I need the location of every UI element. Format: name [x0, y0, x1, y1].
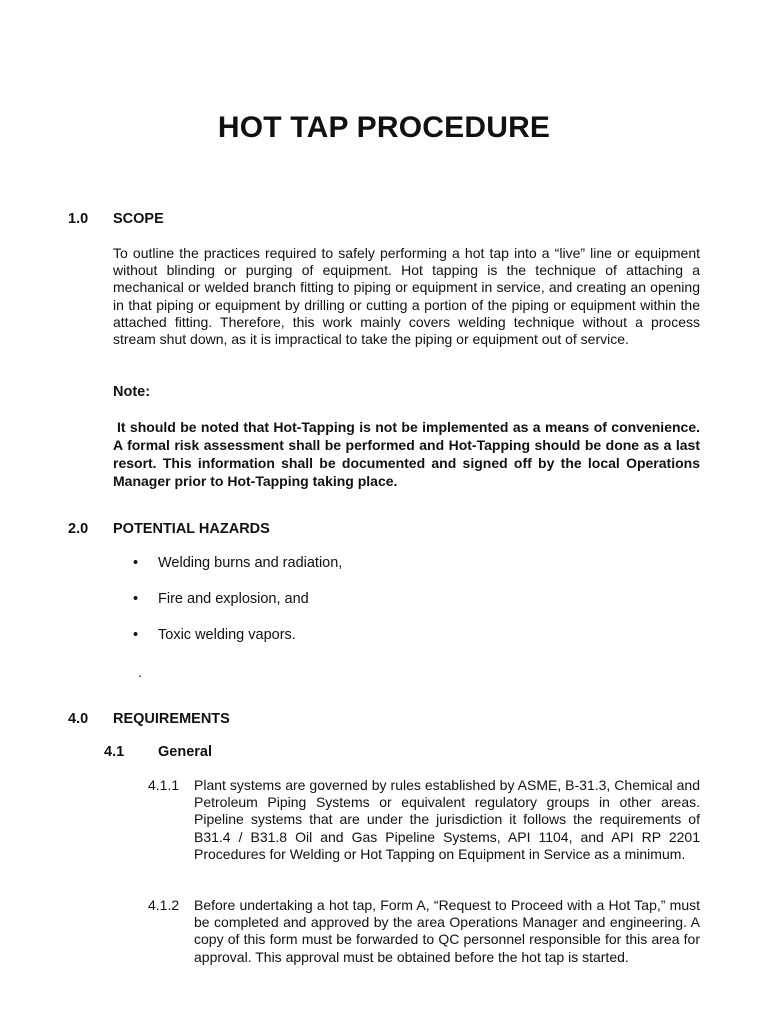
scope-paragraph: To outline the practices required to safely performing a hot tap into a “live” line or equipment without blinding or purging of equipment. Hot tapping is the technique of attaching a mechanical or welded branch fitting to piping or equipment in service, and creating an opening in that piping or equipment by drilling or cutting a portion of the piping or equipment within the attached fitting. Therefore, this work mainly covers welding technique without a process stream shut down, as it is impractical to take the piping or equipment out of service. [113, 245, 700, 348]
section-number-requirements: 4.0 [68, 711, 89, 727]
item-text: Before undertaking a hot tap, Form A, “Request to Proceed with a Hot Tap,” must be completed and approved by the area Operations Manager and engineering. A copy of this form must be forwarded to QC personnel responsible for this area for approval. This approval must be obtained before the hot tap is started. [194, 897, 700, 965]
section-number-scope: 1.0 [68, 211, 89, 227]
page-title: HOT TAP PROCEDURE [217, 111, 551, 144]
section-title-requirements: REQUIREMENTS [113, 711, 230, 727]
hazard-item: Fire and explosion, and [158, 591, 309, 607]
hazard-item: Toxic welding vapors. [158, 627, 296, 643]
bullet-marker: • [133, 555, 139, 571]
item-number: 4.1.1 [148, 777, 180, 793]
item-number: 4.1.2 [148, 897, 180, 913]
section-title-scope: SCOPE [113, 211, 164, 227]
bullet-marker: • [133, 627, 139, 643]
item-text: Plant systems are governed by rules established by ASME, B-31.3, Chemical and Petroleum Piping Systems or equivalent regulatory groups in other areas. Pipeline systems that are under the jurisdiction it follows the requirements of B31.4 / B31.8 Oil and Gas Pipeline Systems, API 1104, and API RP 2201 Procedures for Welding or Hot Tapping on Equipment in Service as a minimum. [194, 777, 700, 862]
section-number-hazards: 2.0 [68, 521, 89, 537]
section-title-hazards: POTENTIAL HAZARDS [113, 521, 270, 537]
note-label: Note: [113, 384, 151, 400]
subsection-number-general: 4.1 [104, 744, 125, 760]
bullet-marker: • [133, 591, 139, 607]
note-text: It should be noted that Hot-Tapping is not be implemented as a means of convenience. A formal risk assessment shall be performed and Hot-Tapping should be done as a last resort. This information shall be documented and signed off by the local Operations Manager prior to Hot-Tapping taking place. [113, 419, 700, 489]
stray-period: . [138, 664, 142, 680]
subsection-title-general: General [158, 744, 212, 760]
hazard-item: Welding burns and radiation, [158, 555, 343, 571]
